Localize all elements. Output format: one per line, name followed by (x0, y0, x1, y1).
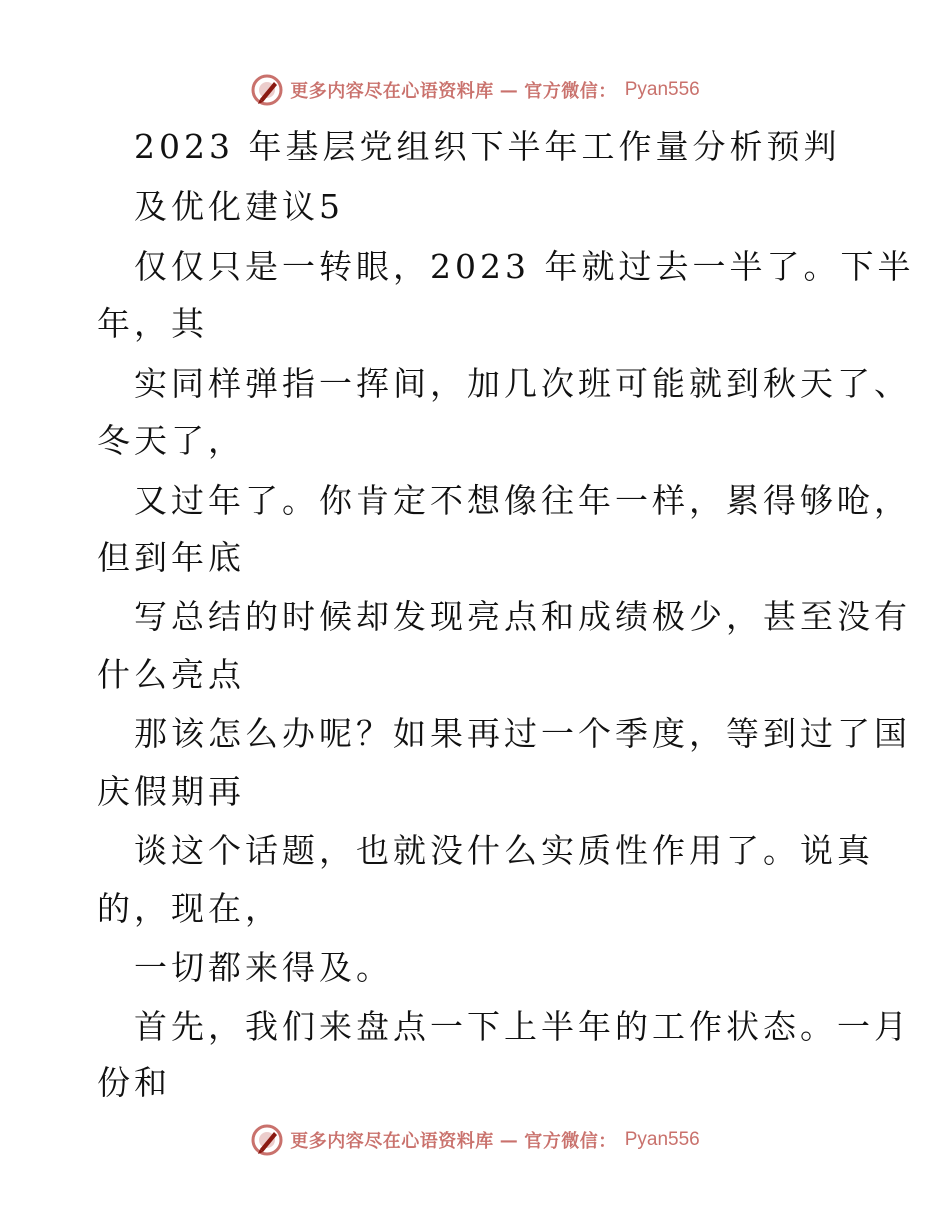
paragraph-line: 实同样弹指一挥间，加几次班可能就到秋天了、 (134, 364, 911, 403)
watermark-wechat-label: 官方微信： (524, 1131, 617, 1152)
paragraph-line: 首先，我们来盘点一下上半年的工作状态。一月 (134, 1007, 911, 1046)
watermark-dash: — (499, 1129, 519, 1151)
paragraph-line: 冬天了， (97, 421, 245, 460)
paragraph-line: 一切都来得及。 (134, 948, 393, 987)
pen-logo-icon (250, 73, 284, 107)
paragraph-line: 什么亮点 (97, 655, 245, 694)
paragraph-line: 又过年了。你肯定不想像往年一样，累得够呛， (134, 481, 911, 520)
watermark-wechat-id: Pyan556 (624, 79, 700, 100)
paragraph-line: 仅仅只是一转眼，2023 年就过去一半了。下半 (134, 247, 915, 286)
watermark-brand: 更多内容尽在心语资料库 (290, 1131, 494, 1152)
pen-logo-icon (250, 1123, 284, 1157)
paragraph-line: 庆假期再 (97, 772, 245, 811)
watermark-wechat-label: 官方微信： (524, 81, 617, 102)
paragraph-line: 但到年底 (97, 538, 245, 577)
paragraph-line: 的，现在， (97, 889, 282, 928)
document-title-line-1: 2023 年基层党组织下半年工作量分析预判 (134, 127, 841, 166)
footer-watermark (0, 1120, 950, 1160)
paragraph-line: 份和 (97, 1063, 171, 1102)
paragraph-line: 那该怎么办呢？如果再过一个季度，等到过了国 (134, 714, 911, 753)
paragraph-line: 年，其 (97, 304, 208, 343)
paragraph-line: 写总结的时候却发现亮点和成绩极少，甚至没有 (134, 597, 911, 636)
watermark-brand: 更多内容尽在心语资料库 (290, 81, 494, 102)
header-watermark (0, 70, 950, 110)
watermark-dash: — (499, 79, 519, 101)
paragraph-line: 谈这个话题，也就没什么实质性作用了。说真 (134, 831, 874, 870)
document-title-line-2: 及优化建议5 (134, 187, 344, 226)
watermark-wechat-id: Pyan556 (624, 1129, 700, 1150)
